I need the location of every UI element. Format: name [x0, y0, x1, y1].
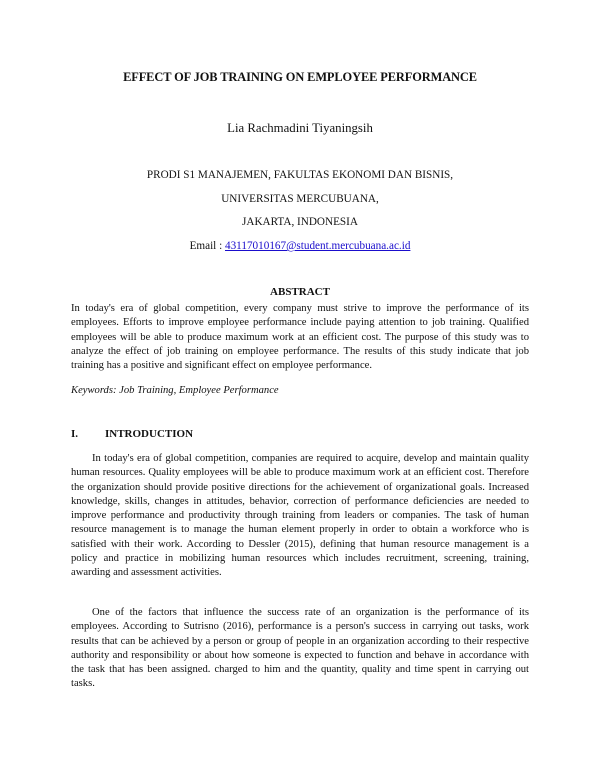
section-heading	[71, 428, 193, 440]
affiliation-line: PRODI S1 MANAJEMEN, FAKULTAS EKONOMI DAN BISNIS,	[146, 169, 454, 181]
affiliation-line: JAKARTA, INDONESIA	[242, 216, 358, 228]
affiliation-line: UNIVERSITAS MERCUBUANA,	[221, 193, 379, 205]
email-line	[0, 240, 600, 252]
email-label: Email :	[189, 240, 225, 252]
abstract-heading: ABSTRACT	[270, 286, 330, 298]
email-link[interactable]: 43117010167@student.mercubuana.ac.id	[224, 240, 411, 252]
body-paragraph: One of the factors that influence the success rate of an organization is the performance of its employees. According to Sutrisno (2016), performance is a person's success in carrying out tasks, work results that can be achieved by a person or group of people in an organization according to their respective authority and responsibility or about how someone is expected to function and behave in accordance with the task that has been assigned. charged to him and the quantity, quality and time spent in carrying out tasks.	[71, 607, 529, 690]
keywords: Keywords: Job Training, Employee Performance	[71, 385, 279, 396]
body-paragraph: In today's era of global competition, companies are required to acquire, develop and maintain quality human resources. Quality employees will be able to produce maximum work at an efficient cost. Therefore the organization should provide positive directions for the achievement of organizational goals. Increased knowledge, skills, changes in attitudes, behavior, correction of performance deficiencies are needed to improve performance and productivity through training from leaders or companies. The task of human resource management is to manage the human element properly in order to obtain a workforce who is satisfied with their work. According to Dessler (2015), defining that human resource management is a policy and practice in mobilizing human resources which includes recruitment, screening, training, awarding and assessment activities.	[71, 453, 529, 579]
author-name: Lia Rachmadini Tiyaningsih	[227, 121, 373, 135]
section-title: INTRODUCTION	[105, 428, 194, 440]
abstract-text: In today's era of global competition, every company must strive to improve the performance of its employees. Efforts to improve employee performance include paying attention to job training. Qualified employees will be able to produce maximum work at an efficient cost. The purpose of this study was to analyze the effect of job training on employee performance. The results of this study indicate that job training has a positive and significant effect on employee performance.	[71, 303, 529, 372]
section-number: I.	[71, 428, 79, 440]
paper-title: EFFECT OF JOB TRAINING ON EMPLOYEE PERFORMANCE	[123, 70, 477, 84]
